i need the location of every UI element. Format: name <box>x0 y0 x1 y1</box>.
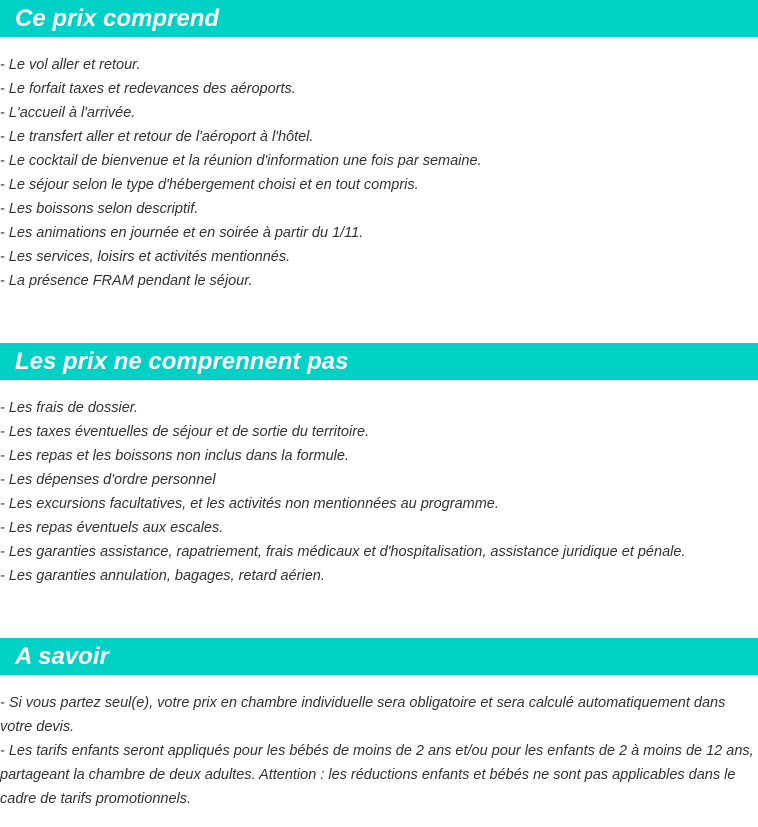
section-title: Ce prix comprend <box>0 0 758 37</box>
list-item: - Les excursions facultatives, et les activités non mentionnées au programme. <box>0 496 499 512</box>
included-list <box>0 53 758 293</box>
list-item: - Les repas éventuels aux escales. <box>0 520 224 536</box>
list-item: - Le forfait taxes et redevances des aéroports. <box>0 81 296 97</box>
list-item: - Les animations en journée et en soirée à partir du 1/11. <box>0 225 364 241</box>
list-item: - Les boissons selon descriptif. <box>0 201 199 217</box>
list-item: - Le séjour selon le type d'hébergement choisi et en tout compris. <box>0 177 419 193</box>
list-item: - Les taxes éventuelles de séjour et de sortie du territoire. <box>0 424 370 440</box>
list-item: - Le transfert aller et retour de l'aéroport à l'hôtel. <box>0 129 314 145</box>
excluded-list <box>0 396 758 588</box>
list-item: - Si vous partez seul(e), votre prix en chambre individuelle sera obligatoire et sera calculé automatiquement dans votre devis. <box>0 695 726 735</box>
section-title: A savoir <box>0 638 758 675</box>
info-list <box>0 691 758 811</box>
list-item: - Les tarifs enfants seront appliqués pour les bébés de moins de 2 ans et/ou pour les enfants de 2 à moins de 12 ans, partageant la chambre de deux adultes. Attention : les réductions enfants et bébés ne sont pas applicables dans le cadre de tarifs promotionnels. <box>0 743 754 807</box>
list-item: - Les garanties assistance, rapatriement, frais médicaux et d'hospitalisation, assistance juridique et pénale. <box>0 544 686 560</box>
section-good-to-know <box>0 638 758 811</box>
list-item: - L'accueil à l'arrivée. <box>0 105 136 121</box>
list-item: - Les repas et les boissons non inclus dans la formule. <box>0 448 349 464</box>
section-title: Les prix ne comprennent pas <box>0 343 758 380</box>
list-item: - Les frais de dossier. <box>0 400 139 416</box>
list-item: - Le vol aller et retour. <box>0 57 141 73</box>
list-item: - Les dépenses d'ordre personnel <box>0 472 216 488</box>
list-item: - Les garanties annulation, bagages, retard aérien. <box>0 568 325 584</box>
list-item: - Les services, loisirs et activités mentionnés. <box>0 249 291 265</box>
list-item: - La présence FRAM pendant le séjour. <box>0 273 253 289</box>
section-price-excludes <box>0 343 758 588</box>
list-item: - Le cocktail de bienvenue et la réunion d'information une fois par semaine. <box>0 153 482 169</box>
section-price-includes <box>0 0 758 293</box>
